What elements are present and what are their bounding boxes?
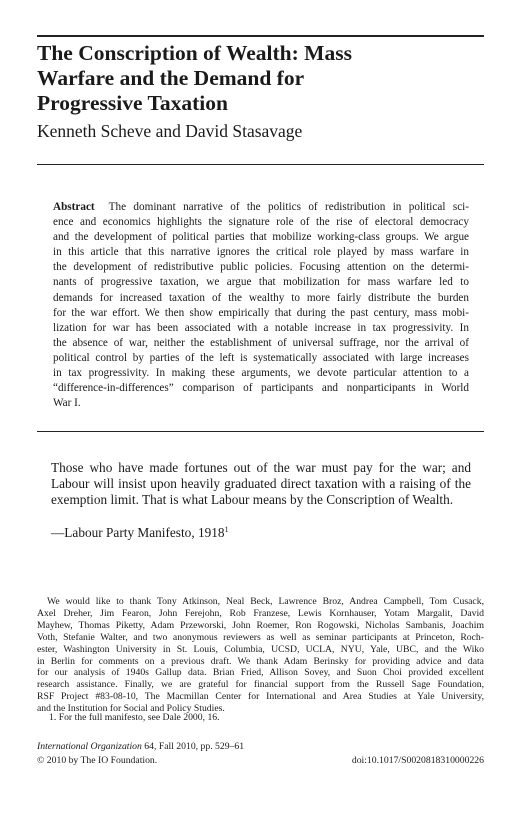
abstract-line: the development of redistributive public policies. Focusing attention on the determi- <box>53 261 469 274</box>
acknowledgments <box>37 596 484 715</box>
copyright-notice: © 2010 by The IO Foundation. <box>37 755 158 766</box>
title-line: Warfare and the Demand for <box>37 66 305 90</box>
ack-line: research assistance. Finally, we are grateful for financial support from the Russell Sage Foundation, <box>37 679 484 691</box>
header-divider <box>37 164 484 165</box>
abstract <box>53 200 469 411</box>
ack-line: and the Institution for Social and Policy Studies. <box>37 703 225 715</box>
abstract-line: nants of progressive taxation, we argue that mobilization for mass warfare led to <box>53 276 469 289</box>
epigraph-line: exemption limit. That is what Labour means by the Conscription of Wealth. <box>51 491 454 507</box>
journal-name: International Organization <box>37 741 142 752</box>
ack-line: Mayhew, Thomas Piketty, Adam Przeworski, John Roemer, Ron Rogowski, Nicholas Sambanis, Joachim <box>37 619 484 631</box>
top-rule <box>37 35 484 37</box>
abstract-line: political control by parties of the left is systematically associated with large increases <box>53 351 469 364</box>
abstract-line: the absence of war, neither the establishment of universal suffrage, nor the arrival of <box>53 336 469 349</box>
abstract-line: in this article that this narrative ignores the critical role played by mass warfare in <box>53 246 469 259</box>
abstract-label: Abstract <box>53 201 95 213</box>
article-authors: Kenneth Scheve and David Stasavage <box>37 121 303 141</box>
abstract-line: War I. <box>53 397 81 410</box>
epigraph-quote <box>51 460 471 507</box>
ack-line: Axel Dreher, Jim Fearon, John Ferejohn, Rob Franzese, Lewis Kornhauser, Yotam Margalit, David <box>37 607 484 619</box>
epigraph-attribution <box>51 522 229 541</box>
abstract-line: “difference-in-differences” comparison of participants and nonparticipants in World <box>53 382 469 395</box>
ack-line: We would like to thank Tony Atkinson, Neal Beck, Lawrence Broz, Andrea Campbell, Tom Cusack, <box>47 596 484 607</box>
abstract-line: in tax progressivity. In making these arguments, we devote particular attention to a <box>53 367 469 380</box>
ack-line: for our analysis of 1940s Gallup data. Brian Fried, Allison Sovey, and Suon Choi provided excellent <box>37 667 484 679</box>
abstract-line <box>53 200 469 215</box>
doi-link[interactable]: doi:10.1017/S0020818310000226 <box>351 755 484 766</box>
abstract-line: and the development of political parties that mobilize working-class groups. We argue <box>53 231 469 244</box>
abstract-line: ence and economics highlights the signature role of the rise of electoral democracy <box>53 216 469 229</box>
ack-line: RSF Project #83-08-10, The Macmillan Center for International and Area Studies at Yale University, <box>37 691 484 703</box>
ack-line: in Berlin for comments on a previous draft. We thank Adam Berinsky for providing advice and data <box>37 655 484 667</box>
abstract-line: lization for war has been associated with a notable increase in tax progressivity. In <box>53 321 469 334</box>
abstract-text: The dominant narrative of the politics of redistribution in political sci- <box>108 201 469 213</box>
journal-citation <box>37 741 244 753</box>
abstract-line: for the war effort. We then show empirically that during the past century, mass mobi- <box>53 306 469 319</box>
attribution-text: —Labour Party Manifesto, 1918 <box>51 525 225 540</box>
journal-issue: 64, Fall 2010, pp. 529–61 <box>141 741 245 752</box>
title-line: The Conscription of Wealth: Mass <box>37 41 352 65</box>
epigraph-line: Labour will insist upon heavily graduated direct taxation with a raising of the <box>51 475 471 491</box>
ack-line: Voth, Stefanie Walter, and two anonymous reviewers as well as seminar participants at Princeton, Roch- <box>37 631 484 643</box>
article-title <box>37 41 477 116</box>
footnote-1: 1. For the full manifesto, see Dale 2000, 16. <box>49 712 220 723</box>
epigraph-line: Those who have made fortunes out of the war must pay for the war; and <box>51 460 471 475</box>
ack-line: ester, Washington University in St. Louis, Columbia, UCSD, UCLA, NYU, Yale, UBC, and the Wiko <box>37 643 484 655</box>
footnote-marker: 1 <box>224 525 229 534</box>
abstract-line: demands for increased taxation of the wealthy to more fairly distribute the burden <box>53 291 469 304</box>
abstract-divider <box>37 431 484 432</box>
title-line: Progressive Taxation <box>37 91 228 115</box>
